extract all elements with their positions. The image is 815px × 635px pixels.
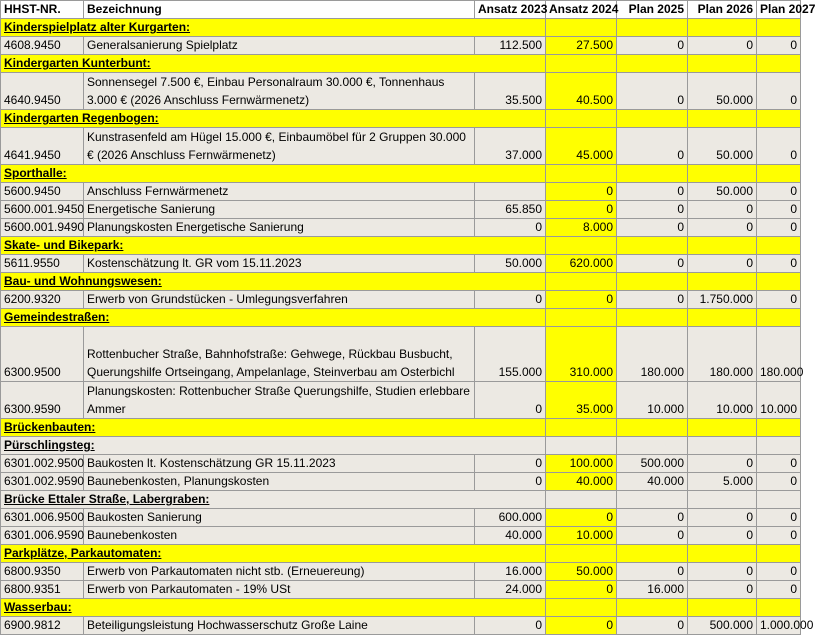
cell-ansatz-2024[interactable]: 8.000: [546, 219, 617, 237]
cell-plan-2026[interactable]: [688, 237, 757, 255]
section-row: [1, 110, 801, 128]
cell-ansatz-2023[interactable]: 0: [475, 291, 546, 309]
cell-plan-2026[interactable]: 10.000: [688, 382, 757, 419]
cell-plan-2025[interactable]: [617, 273, 688, 291]
cell-plan-2025[interactable]: 180.000: [617, 327, 688, 382]
cell-plan-2026[interactable]: 5.000: [688, 473, 757, 491]
cell-bezeichnung[interactable]: Anschluss Fernwärmenetz: [84, 183, 475, 201]
section-label[interactable]: Kindergarten Regenbogen:: [1, 110, 546, 128]
cell-ansatz-2023[interactable]: [475, 183, 546, 201]
cell-plan-2026[interactable]: 180.000: [688, 327, 757, 382]
cell-hhst-nr[interactable]: 4608.9450: [1, 37, 84, 55]
cell-ansatz-2024[interactable]: [546, 110, 617, 128]
cell-bezeichnung[interactable]: Sonnensegel 7.500 €, Einbau Personalraum 30.000 €, Tonnenhaus 3.000 € (2026 Anschluss Fernwärmenetz): [84, 73, 475, 110]
cell-ansatz-2023[interactable]: 50.000: [475, 255, 546, 273]
cell-plan-2025[interactable]: [617, 309, 688, 327]
cell-ansatz-2024[interactable]: 0: [546, 581, 617, 599]
cell-plan-2026[interactable]: [688, 491, 757, 509]
section-row: [1, 55, 801, 73]
section-label[interactable]: Kindergarten Kunterbunt:: [1, 55, 546, 73]
cell-plan-2026[interactable]: 0: [688, 219, 757, 237]
cell-ansatz-2024[interactable]: [546, 55, 617, 73]
subsection-label[interactable]: Pürschlingsteg:: [1, 437, 546, 455]
table-row: [1, 327, 801, 382]
cell-plan-2026[interactable]: 0: [688, 581, 757, 599]
cell-ansatz-2024[interactable]: [546, 19, 617, 37]
cell-plan-2027[interactable]: [757, 419, 801, 437]
cell-plan-2027[interactable]: 0: [757, 73, 801, 110]
cell-plan-2027[interactable]: 0: [757, 128, 801, 165]
cell-hhst-nr[interactable]: 6301.006.9500: [1, 509, 84, 527]
cell-ansatz-2024[interactable]: 0: [546, 509, 617, 527]
cell-plan-2025[interactable]: [617, 419, 688, 437]
cell-plan-2027[interactable]: 0: [757, 581, 801, 599]
cell-plan-2025[interactable]: 0: [617, 255, 688, 273]
cell-hhst-nr[interactable]: 4640.9450: [1, 73, 84, 110]
cell-plan-2025[interactable]: [617, 599, 688, 617]
cell-ansatz-2024[interactable]: 50.000: [546, 563, 617, 581]
cell-plan-2025[interactable]: [617, 19, 688, 37]
cell-bezeichnung[interactable]: Baunebenkosten, Planungskosten: [84, 473, 475, 491]
cell-ansatz-2024[interactable]: [546, 599, 617, 617]
cell-plan-2026[interactable]: 50.000: [688, 183, 757, 201]
cell-plan-2025[interactable]: 0: [617, 37, 688, 55]
cell-ansatz-2023[interactable]: 0: [475, 455, 546, 473]
cell-ansatz-2023[interactable]: 24.000: [475, 581, 546, 599]
subsection-row: [1, 437, 801, 455]
cell-plan-2027[interactable]: 0: [757, 527, 801, 545]
cell-ansatz-2023[interactable]: 0: [475, 382, 546, 419]
cell-plan-2027[interactable]: [757, 491, 801, 509]
cell-plan-2025[interactable]: [617, 55, 688, 73]
cell-plan-2027[interactable]: [757, 19, 801, 37]
cell-plan-2026[interactable]: 0: [688, 563, 757, 581]
section-row: [1, 19, 801, 37]
cell-bezeichnung[interactable]: Erwerb von Parkautomaten - 19% USt: [84, 581, 475, 599]
section-label[interactable]: Parkplätze, Parkautomaten:: [1, 545, 546, 563]
cell-plan-2027[interactable]: [757, 110, 801, 128]
cell-plan-2026[interactable]: 0: [688, 509, 757, 527]
cell-plan-2027[interactable]: 10.000: [757, 382, 801, 419]
cell-hhst-nr[interactable]: 6301.002.9500: [1, 455, 84, 473]
cell-plan-2026[interactable]: [688, 437, 757, 455]
section-label[interactable]: Kinderspielplatz alter Kurgarten:: [1, 19, 546, 37]
cell-plan-2025[interactable]: [617, 437, 688, 455]
cell-hhst-nr[interactable]: 6301.006.9590: [1, 527, 84, 545]
table-row: [1, 581, 801, 599]
table-row: [1, 382, 801, 419]
cell-plan-2026[interactable]: [688, 309, 757, 327]
section-label[interactable]: Brückenbauten:: [1, 419, 546, 437]
cell-plan-2025[interactable]: 10.000: [617, 382, 688, 419]
cell-bezeichnung[interactable]: Baunebenkosten: [84, 527, 475, 545]
table-row: [1, 128, 801, 165]
section-row: [1, 273, 801, 291]
cell-bezeichnung[interactable]: Rottenbucher Straße, Bahnhofstraße: Gehwege, Rückbau Busbucht, Querungshilfe Ortseingang, Ampelanlage, Steinverbau am Osterbichl: [84, 327, 475, 382]
cell-plan-2025[interactable]: 0: [617, 509, 688, 527]
cell-plan-2025[interactable]: 500.000: [617, 455, 688, 473]
header-hhst[interactable]: HHST-NR.: [1, 1, 84, 19]
cell-hhst-nr[interactable]: 6301.002.9590: [1, 473, 84, 491]
cell-ansatz-2024[interactable]: [546, 165, 617, 183]
table-row: [1, 473, 801, 491]
cell-bezeichnung[interactable]: Erwerb von Grundstücken - Umlegungsverfahren: [84, 291, 475, 309]
cell-plan-2026[interactable]: 0: [688, 201, 757, 219]
cell-plan-2026[interactable]: 1.750.000: [688, 291, 757, 309]
cell-plan-2026[interactable]: 0: [688, 527, 757, 545]
table-row: [1, 255, 801, 273]
table-row: [1, 455, 801, 473]
cell-plan-2025[interactable]: 0: [617, 219, 688, 237]
cell-plan-2025[interactable]: 0: [617, 527, 688, 545]
cell-ansatz-2024[interactable]: 40.000: [546, 473, 617, 491]
cell-plan-2025[interactable]: [617, 165, 688, 183]
cell-plan-2025[interactable]: 16.000: [617, 581, 688, 599]
cell-plan-2027[interactable]: 180.000: [757, 327, 801, 382]
cell-plan-2026[interactable]: [688, 419, 757, 437]
table-row: [1, 73, 801, 110]
cell-plan-2027[interactable]: [757, 599, 801, 617]
cell-plan-2026[interactable]: [688, 599, 757, 617]
cell-ansatz-2024[interactable]: 45.000: [546, 128, 617, 165]
cell-plan-2025[interactable]: 40.000: [617, 473, 688, 491]
cell-hhst-nr[interactable]: 6800.9350: [1, 563, 84, 581]
cell-plan-2025[interactable]: [617, 110, 688, 128]
cell-hhst-nr[interactable]: 6800.9351: [1, 581, 84, 599]
subsection-row: [1, 491, 801, 509]
cell-plan-2027[interactable]: [757, 55, 801, 73]
section-label[interactable]: Gemeindestraßen:: [1, 309, 546, 327]
cell-plan-2027[interactable]: [757, 309, 801, 327]
section-row: [1, 545, 801, 563]
cell-plan-2025[interactable]: [617, 491, 688, 509]
cell-plan-2027[interactable]: 0: [757, 37, 801, 55]
cell-plan-2027[interactable]: 0: [757, 473, 801, 491]
cell-plan-2027[interactable]: 0: [757, 255, 801, 273]
cell-ansatz-2024[interactable]: 10.000: [546, 527, 617, 545]
cell-hhst-nr[interactable]: 5611.9550: [1, 255, 84, 273]
header-ansatz-2023[interactable]: Ansatz 2023: [475, 1, 546, 19]
section-row: [1, 599, 801, 617]
cell-ansatz-2024[interactable]: [546, 273, 617, 291]
cell-ansatz-2024[interactable]: 40.500: [546, 73, 617, 110]
cell-ansatz-2024[interactable]: 27.500: [546, 37, 617, 55]
cell-ansatz-2023[interactable]: 35.500: [475, 73, 546, 110]
table-row: [1, 183, 801, 201]
cell-plan-2026[interactable]: 50.000: [688, 73, 757, 110]
cell-ansatz-2024[interactable]: 0: [546, 617, 617, 635]
table-row: [1, 37, 801, 55]
cell-bezeichnung[interactable]: Kunstrasenfeld am Hügel 15.000 €, Einbaumöbel für 2 Gruppen 30.000 € (2026 Anschluss Fernwärmenetz): [84, 128, 475, 165]
cell-hhst-nr[interactable]: 5600.9450: [1, 183, 84, 201]
cell-ansatz-2024[interactable]: [546, 237, 617, 255]
cell-plan-2025[interactable]: 0: [617, 128, 688, 165]
cell-plan-2027[interactable]: [757, 237, 801, 255]
cell-plan-2027[interactable]: [757, 165, 801, 183]
cell-plan-2026[interactable]: [688, 545, 757, 563]
cell-ansatz-2024[interactable]: 620.000: [546, 255, 617, 273]
cell-plan-2025[interactable]: 0: [617, 617, 688, 635]
table-row: [1, 291, 801, 309]
cell-ansatz-2023[interactable]: 112.500: [475, 37, 546, 55]
cell-plan-2026[interactable]: [688, 19, 757, 37]
cell-ansatz-2023[interactable]: 0: [475, 473, 546, 491]
cell-plan-2026[interactable]: [688, 55, 757, 73]
header-row: [1, 1, 801, 19]
table-row: [1, 527, 801, 545]
cell-plan-2027[interactable]: 0: [757, 291, 801, 309]
cell-bezeichnung[interactable]: Baukosten lt. Kostenschätzung GR 15.11.2023: [84, 455, 475, 473]
cell-plan-2027[interactable]: 0: [757, 183, 801, 201]
section-row: [1, 237, 801, 255]
cell-hhst-nr[interactable]: 5600.001.9450: [1, 201, 84, 219]
cell-ansatz-2024[interactable]: [546, 419, 617, 437]
cell-plan-2027[interactable]: [757, 545, 801, 563]
cell-ansatz-2024[interactable]: [546, 491, 617, 509]
cell-plan-2025[interactable]: 0: [617, 563, 688, 581]
table-row: [1, 201, 801, 219]
cell-ansatz-2023[interactable]: 155.000: [475, 327, 546, 382]
table-row: [1, 617, 801, 635]
subsection-label[interactable]: Brücke Ettaler Straße, Labergraben:: [1, 491, 546, 509]
cell-ansatz-2023[interactable]: 37.000: [475, 128, 546, 165]
cell-ansatz-2024[interactable]: [546, 545, 617, 563]
cell-ansatz-2023[interactable]: 0: [475, 617, 546, 635]
cell-plan-2027[interactable]: 0: [757, 201, 801, 219]
cell-bezeichnung[interactable]: Planungskosten Energetische Sanierung: [84, 219, 475, 237]
cell-ansatz-2024[interactable]: [546, 309, 617, 327]
header-plan-2026[interactable]: Plan 2026: [688, 1, 757, 19]
cell-ansatz-2023[interactable]: 0: [475, 219, 546, 237]
cell-hhst-nr[interactable]: 5600.001.9490: [1, 219, 84, 237]
cell-ansatz-2024[interactable]: 0: [546, 201, 617, 219]
cell-bezeichnung[interactable]: Generalsanierung Spielplatz: [84, 37, 475, 55]
cell-ansatz-2024[interactable]: 0: [546, 291, 617, 309]
cell-plan-2025[interactable]: 0: [617, 73, 688, 110]
header-ansatz-2024[interactable]: Ansatz 2024: [546, 1, 617, 19]
cell-plan-2027[interactable]: 0: [757, 219, 801, 237]
section-label[interactable]: Wasserbau:: [1, 599, 546, 617]
cell-bezeichnung[interactable]: Kostenschätzung lt. GR vom 15.11.2023: [84, 255, 475, 273]
cell-ansatz-2023[interactable]: 600.000: [475, 509, 546, 527]
cell-bezeichnung[interactable]: Beteiligungsleistung Hochwasserschutz Große Laine: [84, 617, 475, 635]
cell-bezeichnung[interactable]: Planungskosten: Rottenbucher Straße Querungshilfe, Studien erlebbare Ammer: [84, 382, 475, 419]
header-plan-2025[interactable]: Plan 2025: [617, 1, 688, 19]
cell-plan-2027[interactable]: [757, 273, 801, 291]
cell-ansatz-2023[interactable]: 65.850: [475, 201, 546, 219]
table-row: [1, 563, 801, 581]
cell-plan-2026[interactable]: 0: [688, 455, 757, 473]
cell-ansatz-2024[interactable]: 310.000: [546, 327, 617, 382]
cell-plan-2026[interactable]: 50.000: [688, 128, 757, 165]
section-label[interactable]: Bau- und Wohnungswesen:: [1, 273, 546, 291]
cell-ansatz-2023[interactable]: 40.000: [475, 527, 546, 545]
cell-plan-2025[interactable]: [617, 237, 688, 255]
table-row: [1, 219, 801, 237]
cell-plan-2025[interactable]: 0: [617, 201, 688, 219]
cell-plan-2027[interactable]: 0: [757, 563, 801, 581]
cell-hhst-nr[interactable]: 6300.9500: [1, 327, 84, 382]
cell-hhst-nr[interactable]: 6900.9812: [1, 617, 84, 635]
section-row: [1, 419, 801, 437]
cell-bezeichnung[interactable]: Erwerb von Parkautomaten nicht stb. (Erneuereung): [84, 563, 475, 581]
cell-plan-2025[interactable]: 0: [617, 183, 688, 201]
header-plan-2027[interactable]: Plan 2027: [757, 1, 801, 19]
cell-bezeichnung[interactable]: Baukosten Sanierung: [84, 509, 475, 527]
cell-plan-2026[interactable]: 0: [688, 37, 757, 55]
cell-bezeichnung[interactable]: Energetische Sanierung: [84, 201, 475, 219]
cell-hhst-nr[interactable]: 4641.9450: [1, 128, 84, 165]
cell-plan-2026[interactable]: [688, 110, 757, 128]
cell-plan-2025[interactable]: [617, 545, 688, 563]
cell-plan-2027[interactable]: 1.000.000: [757, 617, 801, 635]
cell-plan-2027[interactable]: [757, 437, 801, 455]
cell-plan-2026[interactable]: [688, 165, 757, 183]
cell-ansatz-2024[interactable]: 35.000: [546, 382, 617, 419]
cell-plan-2026[interactable]: [688, 273, 757, 291]
section-row: [1, 165, 801, 183]
cell-plan-2027[interactable]: 0: [757, 509, 801, 527]
section-row: [1, 309, 801, 327]
cell-plan-2026[interactable]: 500.000: [688, 617, 757, 635]
cell-plan-2027[interactable]: 0: [757, 455, 801, 473]
cell-hhst-nr[interactable]: 6200.9320: [1, 291, 84, 309]
cell-ansatz-2024[interactable]: 0: [546, 183, 617, 201]
cell-ansatz-2023[interactable]: 16.000: [475, 563, 546, 581]
section-label[interactable]: Skate- und Bikepark:: [1, 237, 546, 255]
section-label[interactable]: Sporthalle:: [1, 165, 546, 183]
cell-ansatz-2024[interactable]: 100.000: [546, 455, 617, 473]
table-row: [1, 509, 801, 527]
cell-ansatz-2024[interactable]: [546, 437, 617, 455]
cell-plan-2025[interactable]: 0: [617, 291, 688, 309]
cell-hhst-nr[interactable]: 6300.9590: [1, 382, 84, 419]
header-bezeichnung[interactable]: Bezeichnung: [84, 1, 475, 19]
cell-plan-2026[interactable]: 0: [688, 255, 757, 273]
